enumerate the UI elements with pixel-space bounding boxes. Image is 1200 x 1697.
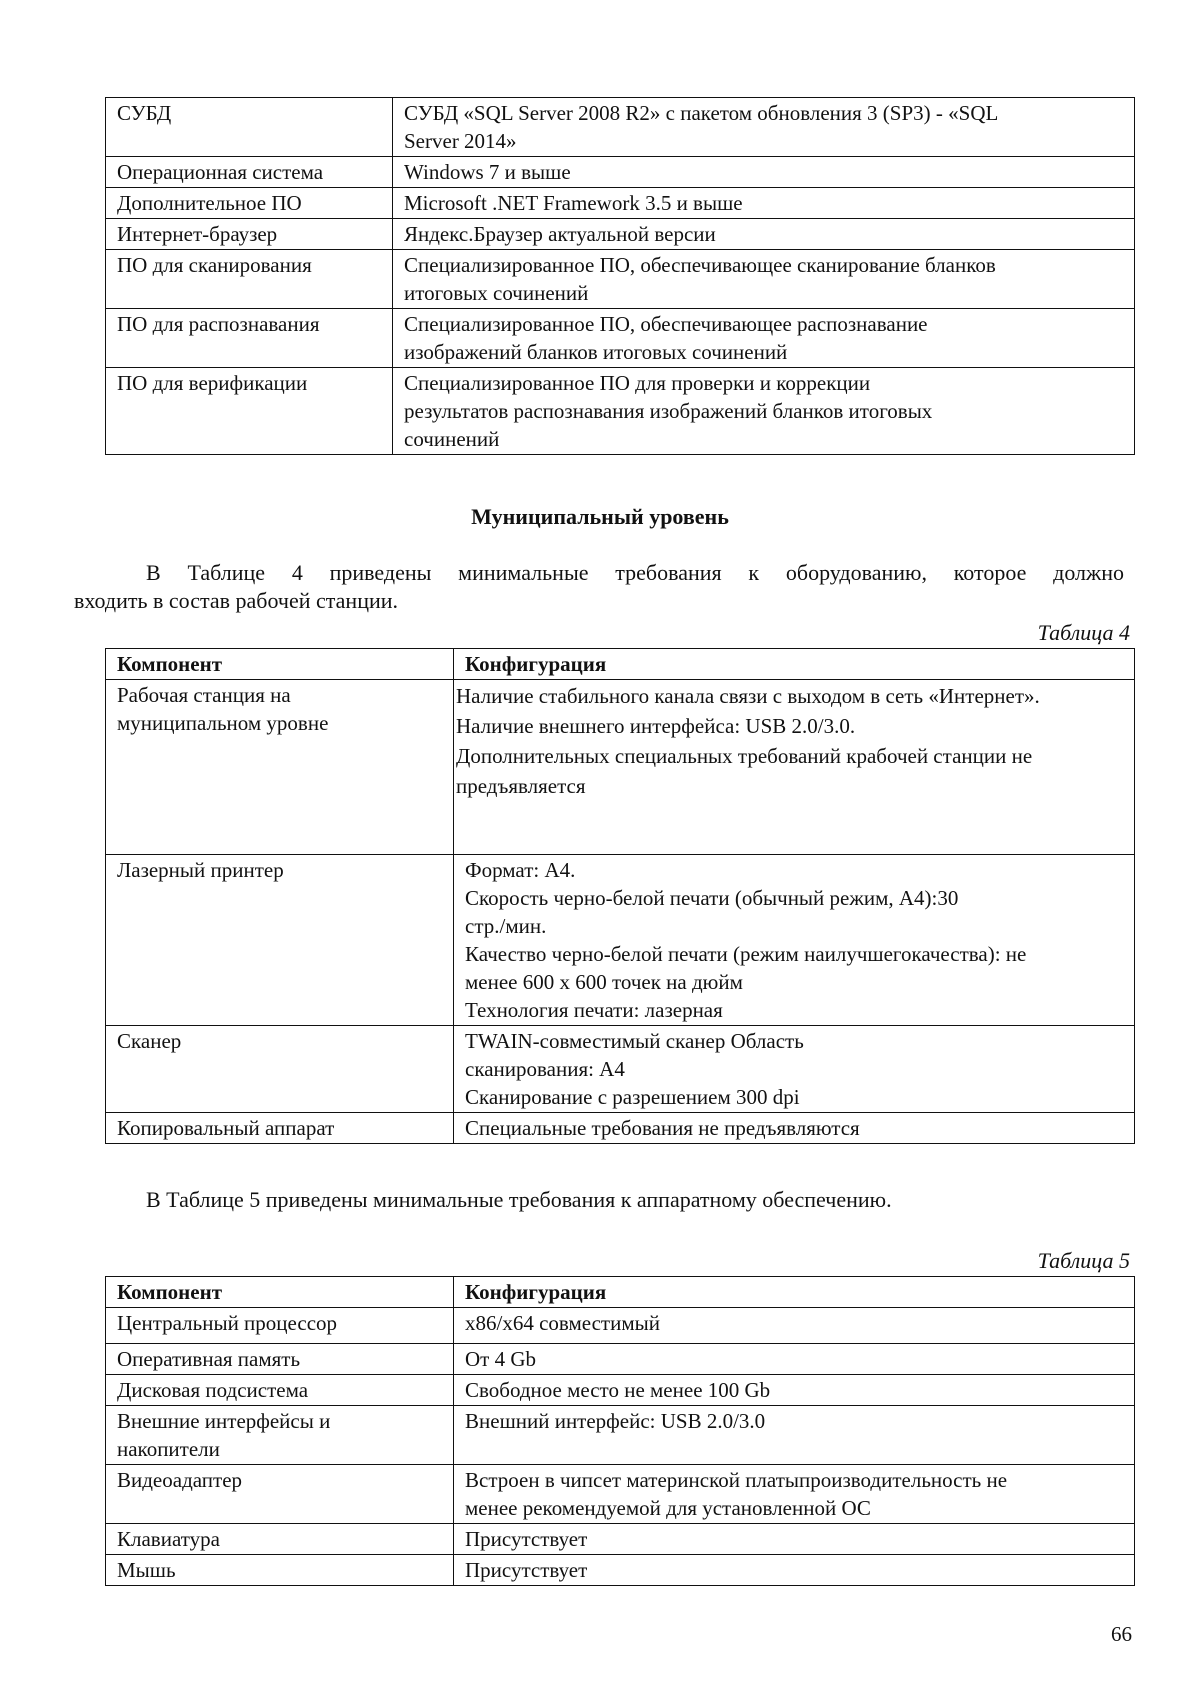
config-line: стр./мин. <box>465 914 547 938</box>
table-4 <box>105 648 1135 1144</box>
config-line: предъявляется <box>456 774 586 798</box>
config-line: Специализированное ПО для проверки и коррекции <box>404 371 871 395</box>
component-cell: ПО для сканирования <box>106 250 393 309</box>
column-header-config: Конфигурация <box>454 649 1135 680</box>
component-cell: Дисковая подсистема <box>106 1375 454 1406</box>
config-cell <box>454 1113 1135 1144</box>
table-row <box>106 1026 1135 1113</box>
table-row <box>106 1406 1135 1465</box>
table-header-row <box>106 1277 1135 1308</box>
table-row <box>106 855 1135 1026</box>
paragraph-1 <box>74 559 1124 615</box>
config-line: Присутствует <box>465 1527 588 1551</box>
config-cell <box>454 1026 1135 1113</box>
component-cell: Сканер <box>106 1026 454 1113</box>
component-cell: Лазерный принтер <box>106 855 454 1026</box>
component-cell: Мышь <box>106 1555 454 1586</box>
table-5-caption: Таблица 5 <box>1037 1248 1130 1273</box>
config-line: Специализированное ПО, обеспечивающее сканирование бланков <box>404 253 996 277</box>
table-row <box>106 1113 1135 1144</box>
config-line: Дополнительных специальных требований крабочей станции не <box>456 744 1033 768</box>
table-row <box>106 1344 1135 1375</box>
config-cell <box>454 1375 1135 1406</box>
table-row <box>106 250 1135 309</box>
column-header-config: Конфигурация <box>454 1277 1135 1308</box>
table-row <box>106 188 1135 219</box>
component-cell <box>106 680 454 855</box>
config-cell <box>393 157 1135 188</box>
table-row <box>106 1524 1135 1555</box>
component-line: Рабочая станция на <box>117 683 291 707</box>
component-cell: Оперативная память <box>106 1344 454 1375</box>
config-line: Технология печати: лазерная <box>465 998 723 1022</box>
config-cell <box>393 368 1135 455</box>
config-line: СУБД «SQL Server 2008 R2» с пакетом обновления 3 (SP3) - «SQL <box>404 101 999 125</box>
config-line: Свободное место не менее 100 Gb <box>465 1378 771 1402</box>
config-cell <box>454 680 1135 855</box>
config-cell <box>393 188 1135 219</box>
component-cell: СУБД <box>106 98 393 157</box>
config-line: итоговых сочинений <box>404 281 589 305</box>
config-line: Скорость черно-белой печати (обычный режим, А4):30 <box>465 886 959 910</box>
component-cell: Клавиатура <box>106 1524 454 1555</box>
table-row <box>106 1555 1135 1586</box>
config-line: Специализированное ПО, обеспечивающее распознавание <box>404 312 928 336</box>
table-row <box>106 1308 1135 1344</box>
paragraph-1-line-2: входить в состав рабочей станции. <box>74 588 399 613</box>
config-cell <box>393 219 1135 250</box>
component-cell: Дополнительное ПО <box>106 188 393 219</box>
config-line: Microsoft .NET Framework 3.5 и выше <box>404 191 743 215</box>
config-line: x86/x64 совместимый <box>465 1311 660 1335</box>
paragraph-2: В Таблице 5 приведены минимальные требования к аппаратному обеспечению. <box>146 1187 892 1212</box>
config-line: Наличие внешнего интерфейса: USB 2.0/3.0. <box>456 714 856 738</box>
config-line: результатов распознавания изображений бланков итоговых <box>404 399 933 423</box>
config-line: Присутствует <box>465 1558 588 1582</box>
component-cell: ПО для верификации <box>106 368 393 455</box>
paragraph-1-line-1: В Таблице 4 приведены минимальные требования к оборудованию, которое должно <box>146 560 1124 585</box>
column-header-component: Компонент <box>106 649 454 680</box>
page-number: 66 <box>1111 1622 1132 1646</box>
table-header-row <box>106 649 1135 680</box>
component-cell: Интернет-браузер <box>106 219 393 250</box>
component-cell: Центральный процессор <box>106 1308 454 1344</box>
config-line: Яндекс.Браузер актуальной версии <box>404 222 716 246</box>
table-4-caption: Таблица 4 <box>1037 620 1130 645</box>
table-row <box>106 1375 1135 1406</box>
table-row <box>106 1465 1135 1524</box>
config-line: Встроен в чипсет материнской платыпроизводительность не <box>465 1468 1008 1492</box>
config-line: сканирования: А4 <box>465 1057 625 1081</box>
table-5 <box>105 1276 1135 1586</box>
config-cell <box>454 1308 1135 1344</box>
config-line: Формат: А4. <box>465 858 576 882</box>
config-cell <box>454 1524 1135 1555</box>
config-line: сочинений <box>404 427 500 451</box>
config-line: менее рекомендуемой для установленной ОС <box>465 1496 871 1520</box>
config-line: Сканирование с разрешением 300 dpi <box>465 1085 800 1109</box>
config-line: Наличие стабильного канала связи с выходом в сеть «Интернет». <box>456 684 1040 708</box>
table-row <box>106 680 1135 855</box>
table-row <box>106 157 1135 188</box>
table-row <box>106 368 1135 455</box>
table-row <box>106 219 1135 250</box>
config-cell <box>454 1406 1135 1465</box>
software-requirements-table <box>105 97 1135 455</box>
config-cell <box>454 1465 1135 1524</box>
component-cell: Операционная система <box>106 157 393 188</box>
config-line: Server 2014» <box>404 129 517 153</box>
config-line: TWAIN-совместимый сканер Область <box>465 1029 804 1053</box>
config-line: От 4 Gb <box>465 1347 537 1371</box>
section-heading: Муниципальный уровень <box>471 504 729 529</box>
component-cell: Видеоадаптер <box>106 1465 454 1524</box>
config-line: Качество черно-белой печати (режим наилучшегокачества): не <box>465 942 1027 966</box>
table-row <box>106 98 1135 157</box>
column-header-component: Компонент <box>106 1277 454 1308</box>
config-line: Специальные требования не предъявляются <box>465 1116 860 1140</box>
config-line: Внешний интерфейс: USB 2.0/3.0 <box>465 1409 766 1433</box>
config-cell <box>393 250 1135 309</box>
config-line: Windows 7 и выше <box>404 160 571 184</box>
config-line: изображений бланков итоговых сочинений <box>404 340 788 364</box>
config-cell <box>454 855 1135 1026</box>
component-cell: Копировальный аппарат <box>106 1113 454 1144</box>
config-cell <box>393 98 1135 157</box>
table-row <box>106 309 1135 368</box>
component-cell: Внешние интерфейсы и накопители <box>106 1406 454 1465</box>
component-line: муниципальном уровне <box>117 711 329 735</box>
config-cell <box>393 309 1135 368</box>
config-cell <box>454 1344 1135 1375</box>
config-line: менее 600 х 600 точек на дюйм <box>465 970 743 994</box>
config-cell <box>454 1555 1135 1586</box>
component-cell: ПО для распознавания <box>106 309 393 368</box>
